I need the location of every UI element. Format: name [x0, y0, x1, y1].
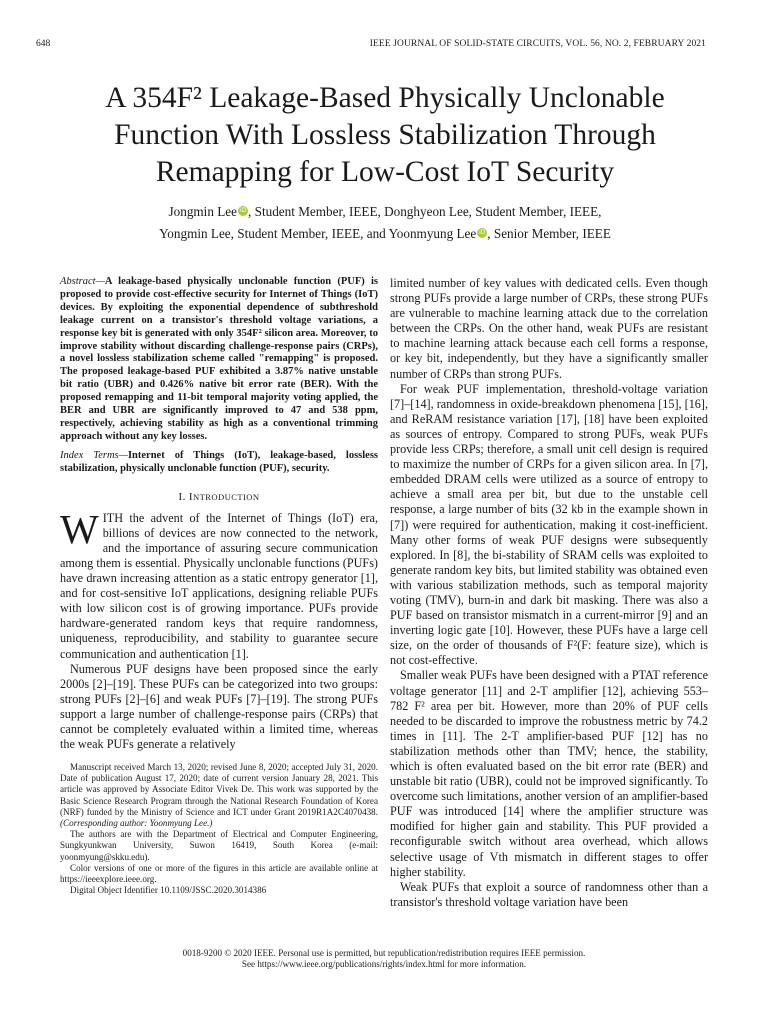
author-name-jongmin: Jongmin Lee — [168, 204, 238, 219]
right-paragraph-2: For weak PUF implementation, threshold-voltage variation [7]–[14], randomness in oxide-breakdown phenomena [15], [16], and ReRAM resistance variation [17], [18] have been exploited as sources of entropy. Compared to strong PUFs, weak PUFs provide less CRPs; therefore, a small unit cell design is required to maximize the number of CRPs for a given silicon area. In [7], embedded DRAM cells were utilized as a source of entropy to achieve a small area per bit, but due to the unstable cell response, a large number of bits (32 kb in the example shown in [7]) were required for authentication, making it cost-inefficient. Many other forms of weak PUF designs were subsequently explored. In [8], the bi-stability of SRAM cells was exploited to generate random key bits, but limited stability was obtained even with various stabilization methods, such as temporal majority voting (TMV), burn-in and dark bit masking. There was also a PUF based on transistor mismatch in a current-mirror [9] and an inverting logic gate [10]. However, these PUFs have a large cell size, on the order of thousands of F²(F: feature size), which is not cost-effective. — [390, 381, 708, 668]
section-heading-introduction — [60, 490, 378, 505]
left-column — [60, 276, 378, 752]
author-line-2 — [40, 223, 730, 245]
page-number: 648 — [36, 39, 51, 49]
footnotes — [60, 762, 378, 896]
right-paragraph-4: Weak PUFs that exploit a source of randomness other than a transistor's threshold voltage variation have been — [390, 879, 708, 909]
copyright-line-1: 0018-9200 © 2020 IEEE. Personal use is permitted, but republication/redistribution requires IEEE permission. — [182, 948, 586, 958]
author-affiliations-1: , Student Member, IEEE, Donghyeon Lee, Student Member, IEEE, — [248, 204, 602, 219]
author-line-1 — [40, 201, 730, 223]
running-head: IEEE JOURNAL OF SOLID-STATE CIRCUITS, VOL. 56, NO. 2, FEBRUARY 2021 — [369, 39, 706, 49]
right-column — [390, 276, 708, 910]
intro-paragraph-1-text: ITH the advent of the Internet of Things (IoT) era, billions of devices are now connected to the network, and the importance of assuring secure communication among them is essential. Physically unclonable functions (PUFs) have drawn increasing attention as a static entropy generator [1], and for cost-sensitive IoT applications, designing reliable PUFs with low silicon cost is of growing importance. PUFs provide hardware-generated random keys that require randomness, uniqueness, reproducibility, and stability to guarantee secure communication and authentication [1]. — [60, 510, 378, 661]
right-paragraph-3: Smaller weak PUFs have been designed with a PTAT reference voltage generator [11] and 2-T amplifier [12], achieving 553–782 F² area per bit. However, more than 20% of PUF cells needed to be discarded to improve the robustness metric by 74.2 times in [11]. The 2-T amplifier-based PUF [12] has no stabilization methods other than TMV; hence, the stability, which is often evaluated based on the bit error rate (BER) and unstable bit ratio (UBR), could not be improved significantly. To overcome such limitations, another version of an amplifier-based PUF was introduced [14] where the amplifier structure was modified for higher gain and stability. This PUF provided a reconfigurable switch without area overhead, which allows selective usage of Vth mismatch in different stages to offer higher stability. — [390, 668, 708, 879]
footnote-color-versions: Color versions of one or more of the figures in this article are available online at https://ieeexplore.ieee.org. — [60, 862, 378, 885]
abstract-lead: Abstract— — [60, 276, 105, 287]
section-heading-first: I — [188, 490, 193, 503]
copyright-notice — [30, 948, 738, 970]
index-terms-text: Internet of Things (IoT), leakage-based, lossless stabilization, physically unclonable function (PUF), security. — [60, 449, 378, 474]
copyright-line-2: See https://www.ieee.org/publications/rights/index.html for more information. — [241, 959, 527, 970]
footnote-manuscript — [60, 762, 378, 829]
corresponding-author: (Corresponding author: Yoonmyung Lee.) — [60, 818, 213, 829]
section-heading-rest: NTRODUCTION — [192, 491, 260, 502]
right-paragraph-1: limited number of key values with dedicated cells. Even though strong PUFs provide a large number of CRPs, these strong PUFs are vulnerable to machine learning attack due to the correlation between the CRPs. On the other hand, weak PUFs are resistant to machine learning attack because each cell forms a response, or key bit, independently, but they have a significantly smaller number of CRPs than strong PUFs. — [390, 276, 708, 381]
abstract-text: A leakage-based physically unclonable function (PUF) is proposed to provide cost-effective security for Internet of Things (IoT) devices. By exploiting the exponential dependence of subthreshold leakage current on a transistor's threshold voltage variations, a response key bit is generated with only 354F² silicon area. Moreover, to improve stability without discarding challenge-response pairs (CRPs), a novel lossless stabilization scheme called "remapping" is proposed. The proposed leakage-based PUF exhibited a 3.87% native unstable bit ratio (UBR) and 0.426% native bit error rate (BER). With the proposed remapping and 11-bit temporal majority voting applied, the BER and UBR are significantly improved to 47 and 538 ppm, respectively, achieving stability as high as a conventional trimming approach without any key losses. — [60, 276, 378, 442]
orcid-icon[interactable]: iD — [479, 229, 486, 236]
author-affiliations-2: , Senior Member, IEEE — [487, 226, 611, 241]
title-line-1: A 354F² Leakage-Based Physically Unclonable — [105, 82, 665, 114]
index-terms-lead: Index Terms— — [60, 449, 128, 461]
section-numeral: I. — [178, 490, 189, 503]
abstract — [60, 276, 378, 444]
paper-title — [40, 80, 730, 191]
footnote-manuscript-text: Manuscript received March 13, 2020; revised June 8, 2020; accepted July 31, 2020. Date of publication August 17, 2020; date of current version January 28, 2021. This article was approved by Associate Editor Vivek De. This work was supported by the Basic Science Research Program through the National Research Foundation of Korea (NRF) funded by the Ministry of Science and ICT under Grant 2019R1A2C4070438. — [60, 762, 378, 817]
title-line-3: Remapping for Low-Cost IoT Security — [155, 156, 615, 188]
author-list — [40, 201, 730, 245]
footnote-affiliation: The authors are with the Department of Electrical and Computer Engineering, Sungkyunkwan University, Suwon 16419, South Korea (e-mail: yoonmyung@skku.edu). — [60, 829, 378, 862]
intro-paragraph-1 — [60, 505, 378, 662]
orcid-icon[interactable]: iD — [239, 207, 247, 214]
intro-paragraph-2: Numerous PUF designs have been proposed since the early 2000s [2]–[19]. These PUFs can be categorized into two groups: strong PUFs [2]–[6] and weak PUFs [7]–[19]. The strong PUFs support a large number of challenge-response pairs (CRPs) that cannot be completely evaluated within a limited time, whereas the weak PUFs generate a relatively — [60, 661, 378, 752]
footnote-doi: Digital Object Identifier 10.1109/JSSC.2020.3014386 — [70, 885, 267, 896]
drop-cap: W — [60, 505, 99, 552]
index-terms — [60, 450, 378, 476]
author-names-2: Yongmin Lee, Student Member, IEEE, and Yoonmyung Lee — [159, 226, 477, 241]
title-line-2: Function With Lossless Stabilization Through — [114, 119, 656, 151]
